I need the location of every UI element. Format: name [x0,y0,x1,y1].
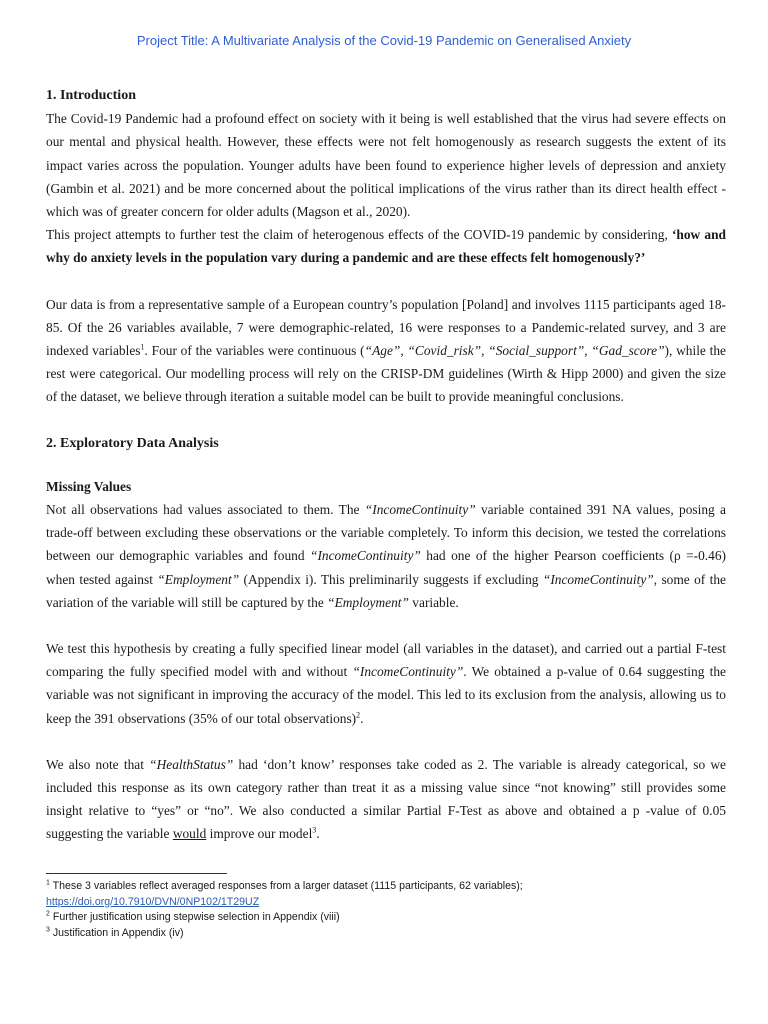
separator: , [400,343,408,359]
eda-text: . [360,710,364,726]
eda-text: variable contained 391 NA values, posing a trade-off between excluding these observations or the variable completely. To inform this decision, we tested the correlations between our demographic variables and found [46,502,727,564]
footnote-2 [46,910,746,926]
variable-name: “Age” [364,343,401,359]
variable-name: “IncomeContinuity” [364,502,476,518]
eda-text: Not all observations had values associated to them. The [46,502,365,518]
variable-name: “HealthStatus” [149,756,234,772]
footnote-text: Justification in Appendix (iv) [49,926,184,939]
variable-name: “Social_support” [488,343,585,359]
variable-name: “IncomeContinuity” [352,664,464,680]
variable-name: “IncomeContinuity” [542,571,654,587]
footnote-divider [46,873,227,874]
document-body [46,84,726,846]
research-question: ‘how and why do anxiety levels in the population vary during a pandemic and are these effects felt homogenously?’ [46,227,726,266]
eda-text: , some of the variation of the variable will still be captured by the [46,571,726,610]
eda-text: improve our model [206,826,313,842]
footnote-number: 3 [46,925,50,933]
footnote-1 [46,879,746,895]
footnote-text: Further justification using stepwise selection in Appendix (viii) [49,911,340,923]
footnote-1-link-line [46,895,746,911]
doi-link[interactable]: https://doi.org/10.7910/DVN/0NP102/1T29UZ [46,895,260,908]
eda-text: (Appendix i). This preliminarily suggests if excluding [239,571,543,587]
intro-text: This project attempts to further test the claim of heterogenous effects of the COVID-19 pandemic by considering, [46,227,672,243]
emphasis-word: would [172,826,207,842]
variable-name: “Employment” [157,571,240,587]
eda-paragraph-2 [46,637,726,730]
intro-text: . Four of the variables were continuous ( [144,343,365,359]
footnotes [46,879,746,941]
variable-name: “Covid_risk” [407,343,482,359]
footnote-ref: 3 [312,826,317,836]
footnote-number: 2 [46,910,50,918]
intro-text: ), while the rest were categorical. Our modelling process will rely on the CRISP-DM guidelines (Wirth & Hipp 2000) and given the size of the dataset, we believe through iteration a suitable model can be built to provide meaningful conclusions. [46,343,726,405]
introduction-paragraph-2 [46,293,726,409]
eda-paragraph-1 [46,498,726,614]
intro-text: The Covid-19 Pandemic had a profound effect on society with it being is well established that the virus had severe effects on our mental and physical health. However, these effects were not felt homogenously as research suggests the extent of its impact varies across the population. Younger adults have been found to experience higher levels of depression and anxiety (Gambin et al. 2021) and be more concerned about the political implications of the virus rather than its direct health effect - which was of greater concern for older adults (Magson et al., 2020). [46,111,726,220]
eda-text: had one of the higher Pearson coefficients (ρ =-0.46) when tested against [46,548,726,587]
eda-paragraph-3 [46,753,726,846]
variable-name: “Gad_score” [591,343,665,359]
missing-values-subheading: Missing Values [46,478,132,494]
eda-text: . [316,826,320,842]
introduction-paragraph-1 [46,107,726,269]
separator: , [584,343,592,359]
eda-heading: 2. Exploratory Data Analysis [46,435,219,451]
footnote-3 [46,926,746,942]
footnote-text: These 3 variables reflect averaged responses from a larger dataset (1115 participants, 62 variables); [49,880,523,892]
introduction-heading: 1. Introduction [46,88,136,103]
footnote-ref: 2 [356,710,361,720]
eda-text: We also note that [46,756,150,772]
eda-text: variable. [408,594,459,610]
variable-name: “Employment” [327,594,409,610]
variable-name: “IncomeContinuity” [310,548,421,564]
footnote-number: 1 [46,879,50,887]
separator: , [481,343,489,359]
footnote-ref: 1 [140,342,145,352]
eda-text: had ‘don’t know’ responses take coded as 2. The variable is already categorical, so we included this response as its own category rather than treat it as a missing value since “not knowing” still provides some insight relative to “yes” or “no”. We also conducted a similar Partial F-Test as above and obtained a p -value of 0.05 suggesting the variable [46,756,726,842]
eda-text: We test this hypothesis by creating a fully specified linear model (all variables in the dataset), and carried out a partial F-test comparing the fully specified model with and without [46,641,726,680]
intro-text: Our data is from a representative sample of a European country’s population [Poland] and involves 1115 participants aged 18-85. Of the 26 variables available, 7 were demographic-related, 16 were responses to a Pandemic-related survey, and 3 are indexed variables [46,296,726,359]
eda-text: . We obtained a p-value of 0.64 suggesting the variable was not significant in improving the accuracy of the model. This led to its exclusion from the analysis, allowing us to keep the 391 observations (35% of our total observations) [46,664,726,726]
project-title: Project Title: A Multivariate Analysis of the Covid-19 Pandemic on Generalised Anxiety [136,33,632,48]
